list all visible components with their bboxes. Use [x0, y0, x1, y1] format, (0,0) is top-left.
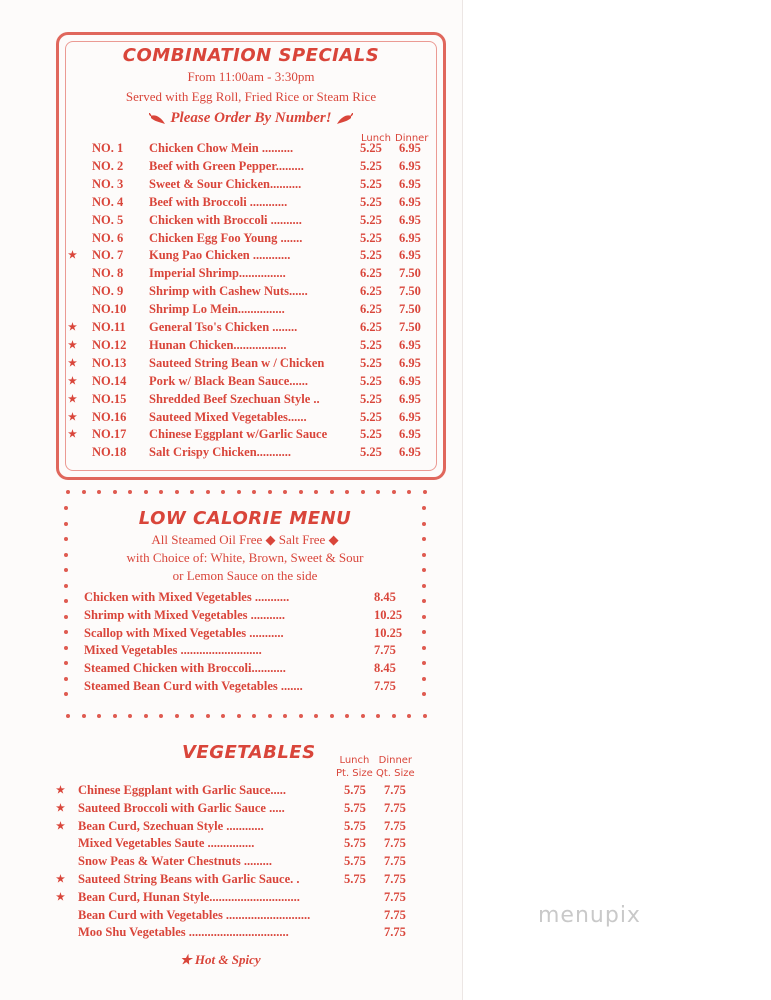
- dotted-border-dot: [252, 490, 256, 494]
- vegetable-item-row: [50, 819, 440, 837]
- item-name: Moo Shu Vegetables ................................: [78, 925, 289, 940]
- combination-item-row: [59, 141, 443, 159]
- combination-item-row: [59, 231, 443, 249]
- item-name: Hunan Chicken.................: [149, 337, 287, 352]
- vegetable-item-row: [50, 836, 440, 854]
- dotted-border-dot: [64, 599, 68, 603]
- dotted-border-dot: [113, 714, 117, 718]
- combination-item-row: [59, 248, 443, 266]
- item-number: NO. 7: [92, 248, 124, 263]
- item-name: Sauteed Mixed Vegetables......: [149, 409, 307, 424]
- hot-spicy-star-icon: ★: [68, 411, 77, 423]
- lunch-price: 6.25: [360, 302, 382, 317]
- dinner-price: 7.75: [384, 836, 406, 851]
- item-name: General Tso's Chicken ........: [149, 320, 298, 334]
- combination-item-row: [59, 356, 443, 374]
- order-note-text: Please Order By Number!: [170, 110, 332, 126]
- dotted-border-dot: [392, 490, 396, 494]
- lunch-column-header: Lunch: [361, 133, 391, 144]
- dotted-border-dot: [376, 714, 380, 718]
- low-calorie-item-name: Shrimp with Mixed Vegetables ...........: [84, 607, 286, 622]
- lunch-price: 5.75: [344, 783, 366, 797]
- lunch-price: 5.75: [344, 800, 366, 815]
- dinner-price: 6.95: [399, 230, 421, 245]
- dotted-border-dot: [113, 490, 117, 494]
- item-name: Shrimp Lo Mein...............: [149, 302, 285, 317]
- item-name: Mixed Vegetables Saute ...............: [78, 836, 255, 851]
- lunch-price: 5.25: [360, 355, 382, 370]
- lunch-price: 6.25: [360, 266, 382, 281]
- item-name: Bean Curd, Szechuan Style ............: [78, 818, 264, 833]
- combination-served-with: Served with Egg Roll, Fried Rice or Steam Rice: [125, 89, 377, 104]
- lunch-price: 5.25: [360, 248, 382, 263]
- low-calorie-item-name: Chicken with Mixed Vegetables ...........: [84, 590, 290, 604]
- dotted-border-dot: [82, 490, 86, 494]
- hot-spicy-star-icon: ★: [56, 820, 65, 832]
- dotted-border-dot: [206, 490, 210, 494]
- lunch-price: 5.75: [344, 836, 366, 851]
- dotted-border-dot: [159, 490, 163, 494]
- lunch-price: 5.25: [360, 373, 382, 388]
- item-name: Chicken Chow Mein ..........: [149, 141, 294, 155]
- vegetable-item-row: [50, 854, 440, 872]
- combination-item-row: [59, 338, 443, 356]
- item-number: NO. 4: [92, 194, 124, 209]
- low-calorie-note-3: or Lemon Sauce on the side: [172, 568, 318, 583]
- combination-item-row: [59, 213, 443, 231]
- item-number: NO.12: [92, 337, 127, 352]
- dotted-border-dot: [175, 714, 179, 718]
- dotted-border-dot: [422, 584, 426, 588]
- combination-item-row: [59, 266, 443, 284]
- dinner-price: 7.75: [384, 907, 406, 922]
- dinner-price: 6.95: [399, 141, 421, 155]
- dinner-price: 7.75: [384, 818, 406, 833]
- dotted-border-dot: [422, 692, 426, 696]
- low-calorie-item-name: Scallop with Mixed Vegetables ...........: [84, 625, 284, 640]
- dotted-border-dot: [392, 714, 396, 718]
- dotted-border-dot: [422, 537, 426, 541]
- item-name: Snow Peas & Water Chestnuts .........: [78, 854, 272, 869]
- dotted-border-dot: [64, 646, 68, 650]
- item-number: NO. 5: [92, 212, 124, 227]
- vegetable-item-row: [50, 890, 440, 908]
- dinner-price: 7.75: [384, 925, 406, 940]
- dotted-border-dot: [283, 490, 287, 494]
- dotted-border-dot: [221, 714, 225, 718]
- dotted-border-dot: [345, 490, 349, 494]
- item-name: Salt Crispy Chicken...........: [149, 445, 292, 460]
- hot-spicy-star-icon: ★: [68, 322, 77, 333]
- lunch-price: 5.25: [360, 158, 382, 173]
- dotted-border-dot: [64, 568, 68, 572]
- combination-item-row: [59, 195, 443, 213]
- low-calorie-item-price: 7.75: [374, 679, 396, 693]
- dinner-price: 6.95: [399, 248, 421, 263]
- dinner-price: 6.95: [399, 212, 421, 227]
- combination-item-row: [59, 159, 443, 177]
- dotted-border-dot: [330, 490, 334, 494]
- dotted-border-dot: [361, 490, 365, 494]
- item-number: NO.11: [92, 320, 126, 334]
- dinner-price: 6.95: [399, 427, 421, 442]
- dinner-price: 6.95: [399, 373, 421, 388]
- item-number: NO. 6: [92, 230, 124, 245]
- dotted-border-dot: [422, 677, 426, 681]
- dinner-price: 6.95: [399, 445, 421, 460]
- hot-spicy-star-icon: ★: [56, 874, 65, 885]
- vegetables-title: VEGETABLES: [182, 742, 316, 763]
- vegetable-item-row: [50, 801, 440, 819]
- combination-title: COMBINATION SPECIALS: [122, 45, 380, 66]
- hot-and-spicy-legend: ★ Hot & Spicy: [180, 952, 261, 967]
- lunch-price: 5.75: [344, 818, 366, 833]
- lunch-price: 5.25: [360, 445, 382, 460]
- lunch-price: 5.25: [360, 176, 382, 191]
- dotted-border-dot: [175, 490, 179, 494]
- dotted-border-dot: [330, 714, 334, 718]
- dotted-border-dot: [407, 490, 411, 494]
- lunch-price: 5.25: [360, 391, 382, 406]
- dinner-price: 6.95: [399, 158, 421, 173]
- item-name: Chicken Egg Foo Young .......: [149, 230, 303, 245]
- dinner-price: 7.50: [399, 320, 421, 334]
- dotted-border-dot: [64, 677, 68, 681]
- dotted-border-dot: [64, 661, 68, 665]
- dotted-border-dot: [206, 714, 210, 718]
- dotted-border-dot: [97, 490, 101, 494]
- dotted-border-dot: [64, 553, 68, 557]
- hot-spicy-star-icon: ★: [68, 375, 77, 387]
- item-number: NO.13: [92, 355, 127, 370]
- combination-item-row: [59, 302, 443, 320]
- item-name: Chinese Eggplant w/Garlic Sauce: [149, 427, 328, 442]
- dotted-border-dot: [64, 630, 68, 634]
- item-number: NO.15: [92, 391, 127, 406]
- dotted-border-dot: [237, 714, 241, 718]
- dinner-price: 7.50: [399, 284, 421, 299]
- dotted-border-dot: [237, 490, 241, 494]
- dotted-border-dot: [283, 714, 287, 718]
- item-number: NO.17: [92, 427, 127, 442]
- lunch-price: 5.75: [344, 872, 366, 886]
- dotted-border-dot: [221, 490, 225, 494]
- item-number: NO.10: [92, 302, 127, 317]
- item-number: NO.18: [92, 445, 127, 460]
- hot-spicy-star-icon: ★: [68, 250, 77, 262]
- item-name: Beef with Broccoli ............: [149, 194, 288, 209]
- lunch-pt-size-header: [336, 754, 373, 780]
- combination-item-row: [59, 392, 443, 410]
- dotted-border-dot: [190, 490, 194, 494]
- lunch-price: 6.25: [360, 320, 382, 334]
- dinner-price: 7.75: [384, 800, 406, 815]
- low-calorie-item-price: 7.75: [374, 643, 396, 658]
- dotted-border-dot: [64, 615, 68, 619]
- item-name: Sauteed String Bean w / Chicken: [149, 355, 325, 370]
- vegetable-item-row: [50, 925, 440, 943]
- dotted-border-dot: [159, 714, 163, 718]
- dotted-border-dot: [422, 553, 426, 557]
- low-calorie-item-price: 8.45: [374, 590, 396, 604]
- dotted-border-dot: [423, 490, 427, 494]
- low-calorie-note-2: with Choice of: White, Brown, Sweet & Sour: [126, 550, 364, 565]
- vegetable-item-row: [50, 908, 440, 926]
- vegetable-item-row: [50, 783, 440, 801]
- item-name: Chicken with Broccoli ..........: [149, 212, 302, 227]
- dinner-price: 6.95: [399, 355, 421, 370]
- low-calorie-item-price: 8.45: [374, 661, 396, 676]
- order-by-number-note: [59, 110, 443, 127]
- low-calorie-item-name: Steamed Chicken with Broccoli...........: [84, 661, 286, 676]
- dotted-border-dot: [422, 661, 426, 665]
- dotted-border-dot: [252, 714, 256, 718]
- lunch-header-text: Lunch: [339, 755, 370, 766]
- low-calorie-title: LOW CALORIE MENU: [138, 508, 352, 529]
- hot-spicy-star-icon: ★: [56, 785, 65, 796]
- dinner-header-text: Dinner: [378, 755, 413, 766]
- combination-item-row: [59, 284, 443, 302]
- item-number: NO. 1: [92, 141, 124, 155]
- dotted-border-dot: [128, 490, 132, 494]
- chili-pepper-icon: [149, 113, 167, 125]
- dotted-border-dot: [422, 615, 426, 619]
- dinner-price: 6.95: [399, 337, 421, 352]
- dotted-border-dot: [64, 522, 68, 526]
- vegetables-section: [50, 738, 440, 988]
- dotted-border-dot: [190, 714, 194, 718]
- combination-item-row: [59, 445, 443, 463]
- item-name: Chinese Eggplant with Garlic Sauce.....: [78, 783, 286, 797]
- combination-hours: From 11:00am - 3:30pm: [187, 69, 315, 84]
- dotted-border-dot: [82, 714, 86, 718]
- dotted-border-dot: [144, 714, 148, 718]
- lunch-price: 5.25: [360, 409, 382, 424]
- dinner-price: 6.95: [399, 409, 421, 424]
- item-name: Sweet & Sour Chicken..........: [149, 176, 302, 191]
- dotted-border-dot: [66, 714, 70, 718]
- dinner-price: 7.50: [399, 302, 421, 317]
- dotted-border-dot: [423, 714, 427, 718]
- pt-size-header-text: Pt. Size: [336, 768, 373, 779]
- item-name: Sauteed Broccoli with Garlic Sauce .....: [78, 800, 285, 815]
- dotted-border-dot: [422, 599, 426, 603]
- low-calorie-item-price: 10.25: [374, 625, 403, 640]
- dotted-border-dot: [64, 584, 68, 588]
- dotted-border-dot: [314, 714, 318, 718]
- low-calorie-item-price: 10.25: [374, 607, 403, 622]
- qt-size-header-text: Qt. Size: [376, 768, 415, 779]
- item-number: NO. 3: [92, 176, 124, 191]
- dotted-border-dot: [422, 522, 426, 526]
- item-name: Shredded Beef Szechuan Style ..: [149, 391, 320, 406]
- lunch-price: 6.25: [360, 284, 382, 299]
- lunch-price: 5.25: [360, 141, 382, 155]
- lunch-price: 5.25: [360, 212, 382, 227]
- dotted-border-dot: [299, 490, 303, 494]
- combination-item-row: [59, 374, 443, 392]
- menupix-watermark: menupix: [538, 903, 641, 928]
- low-calorie-item-name: Steamed Bean Curd with Vegetables .......: [84, 679, 303, 693]
- low-calorie-menu-box: [62, 488, 428, 720]
- dinner-price: 6.95: [399, 176, 421, 191]
- dotted-border-dot: [268, 714, 272, 718]
- dotted-border-dot: [422, 630, 426, 634]
- lunch-price: 5.75: [344, 854, 366, 869]
- item-number: NO.16: [92, 409, 127, 424]
- low-calorie-item-name: Mixed Vegetables ..........................: [84, 643, 262, 658]
- dotted-border-dot: [407, 714, 411, 718]
- item-name: Sauteed String Beans with Garlic Sauce. .: [78, 872, 300, 886]
- dotted-border-dot: [64, 506, 68, 510]
- dinner-price: 6.95: [399, 194, 421, 209]
- dotted-border-dot: [64, 537, 68, 541]
- combination-item-row: [59, 427, 443, 445]
- item-name: Imperial Shrimp...............: [149, 266, 286, 281]
- item-number: NO. 9: [92, 284, 124, 299]
- dinner-price: 7.75: [384, 872, 406, 886]
- hot-spicy-star-icon: ★: [56, 802, 65, 814]
- combination-item-row: [59, 410, 443, 428]
- dotted-border-dot: [97, 714, 101, 718]
- item-name: Kung Pao Chicken ............: [149, 248, 291, 263]
- dinner-price: 7.75: [384, 889, 406, 904]
- dinner-price: 7.75: [384, 783, 406, 797]
- lunch-price: 5.25: [360, 194, 382, 209]
- hot-spicy-star-icon: ★: [56, 891, 65, 903]
- lunch-price: 5.25: [360, 230, 382, 245]
- combination-item-row: [59, 320, 443, 338]
- dotted-border-dot: [376, 490, 380, 494]
- vegetable-item-row: [50, 872, 440, 890]
- lunch-price: 5.25: [360, 427, 382, 442]
- dotted-border-dot: [345, 714, 349, 718]
- item-number: NO. 2: [92, 158, 124, 173]
- dotted-border-dot: [64, 692, 68, 696]
- item-name: Beef with Green Pepper.........: [149, 158, 304, 173]
- hot-spicy-star-icon: ★: [68, 339, 77, 351]
- dinner-price: 7.75: [384, 854, 406, 869]
- hot-spicy-star-icon: ★: [68, 357, 77, 369]
- chili-pepper-icon: [335, 113, 353, 125]
- dotted-border-dot: [361, 714, 365, 718]
- dotted-border-dot: [128, 714, 132, 718]
- dotted-border-dot: [422, 506, 426, 510]
- dotted-border-dot: [314, 490, 318, 494]
- low-calorie-note-1: All Steamed Oil Free ◆ Salt Free ◆: [151, 532, 339, 547]
- dotted-border-dot: [268, 490, 272, 494]
- dinner-column-header: Dinner: [395, 133, 429, 144]
- item-number: NO. 8: [92, 266, 124, 281]
- dinner-price: 6.95: [399, 391, 421, 406]
- dotted-border-dot: [422, 568, 426, 572]
- hot-spicy-star-icon: ★: [68, 429, 77, 441]
- dotted-border-dot: [299, 714, 303, 718]
- dinner-price: 7.50: [399, 266, 421, 281]
- item-name: Bean Curd, Hunan Style.............................: [78, 889, 300, 904]
- dinner-qt-size-header: [376, 754, 415, 780]
- item-name: Bean Curd with Vegetables ...........................: [78, 907, 311, 922]
- item-name: Pork w/ Black Bean Sauce......: [149, 373, 309, 388]
- combination-item-row: [59, 177, 443, 195]
- combination-specials-box: [56, 32, 446, 480]
- dotted-border-dot: [66, 490, 70, 494]
- dotted-border-dot: [422, 646, 426, 650]
- item-name: Shrimp with Cashew Nuts......: [149, 284, 308, 299]
- hot-spicy-star-icon: ★: [68, 393, 77, 405]
- item-number: NO.14: [92, 373, 127, 388]
- lunch-price: 5.25: [360, 337, 382, 352]
- dotted-border-dot: [144, 490, 148, 494]
